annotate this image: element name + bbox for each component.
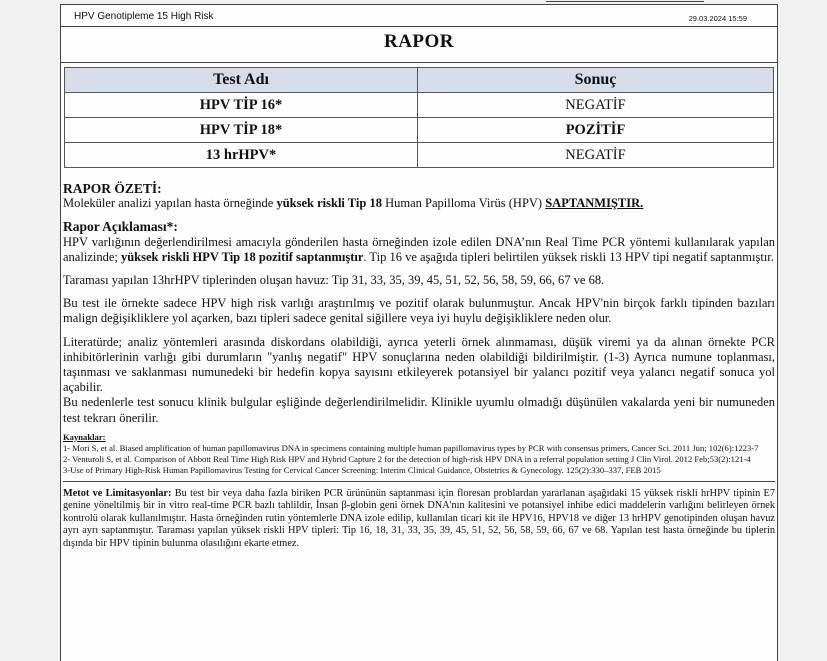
table-row	[65, 143, 774, 168]
method-section	[63, 488, 775, 551]
method-heading: Metot ve Limitasyonlar:	[63, 487, 172, 499]
column-header-test-name: Test Adı	[65, 68, 418, 93]
report-header-strip	[61, 5, 777, 27]
table-header-row	[65, 68, 774, 93]
table-row	[65, 93, 774, 118]
top-rule	[546, 1, 704, 2]
report-sheet	[60, 4, 778, 661]
explanation-paragraph: Bu test ile örnekte sadece HPV high risk varlığı araştırılmış ve pozitif olarak bulunmuştur. Ancak HPV'nin birçok farklı tipinden bazıları malign değişikliklere yol açarken, bazı tipleri sadece genital siğillere veya iyi huylu değişikliklere neden olur.	[63, 296, 775, 326]
method-text: Bu test bir veya daha fazla biriken PCR ürününün saptanması için floresan problardan yararlanan aşağıdaki 15 yüksek riskli hrHPV tipinin E7 genine yöneltilmiş bir in vitro real-time PCR bazlı tahlildir, İnsan β-globin geni örnek DNA'nın kalitesini ve potansiyel inhibe edici maddelerin varlığını belirleyen örnek kontrolü olarak kullanılmıştır. Hasta örneğinden rutin yöntemlerle DNA izole edilip, kullanılan ticari kit ile HPV16, HPV18 ve diğer 13 hrHPV genotipinden oluşan havuz ayrı ayrı saptanmıştır. Taraması yapılan yüksek riskli HPV tipleri: Tip 16, 18, 31, 33, 35, 39, 45, 51, 52, 56, 58, 59, 66, 67 ve 68. Yapılan test hasta örneğinde bu tiplerin dışında bir HPV tipinin bulunma olasılığını ekarte etmez.	[63, 487, 775, 550]
result-cell: POZİTİF	[418, 118, 774, 143]
test-title: HPV Genotipleme 15 High Risk	[74, 11, 214, 22]
test-name-cell: HPV TİP 18*	[65, 118, 418, 143]
summary-heading: RAPOR ÖZETİ:	[63, 181, 162, 196]
table-row	[65, 118, 774, 143]
test-name-cell: 13 hrHPV*	[65, 143, 418, 168]
reference-item: 2- Venturoli S, et al. Comparison of Abbott Real Time High Risk HPV and Hybrid Capture 2 for the detection of high-risk HPV DNA in a referral population setting J Clin Virol. 2012 Feb;53(2):121-4	[63, 454, 751, 465]
report-body	[63, 181, 775, 551]
column-header-result: Sonuç	[418, 68, 774, 93]
page-title: RAPOR	[383, 31, 455, 52]
result-cell: NEGATİF	[418, 143, 774, 168]
reference-item: 3-Use of Primary High-Risk Human Papillomavirus Testing for Cervical Cancer Screening: Interim Clinical Guidance, Obstetrics & Gynecology. 125(2):330–337, FEB 2015	[63, 465, 661, 476]
summary-text: Moleküler analizi yapılan hasta örneğinde yüksek riskli Tip 18 Human Papilloma Virüs (HPV) SAPTANMIŞTIR.	[63, 196, 644, 211]
result-cell: NEGATİF	[418, 93, 774, 118]
report-date: 29.03.2024 15:59	[688, 14, 747, 23]
explanation-paragraph: Literatürde; analiz yöntemleri arasında diskordans olabildiği, ayrıca yeterli örnek alınmaması, düşük viremi ya da alınan örnekte PCR inhibitörlerinin varlığı gibi durumların "yanlış negatif" HPV sonuçlarına neden olabildiği bildirilmiştir. (1-3) Ayrıca numune toplanması, taşınması ve saklanması numunedeki bir hedefin kopya sayısını etkileyerek potansiyel bir yalancı pozitif veya yalancı negatif sonuca yol açabilir.	[63, 334, 775, 395]
references-section	[63, 432, 775, 477]
reference-item: 1- Mori S, et al. Biased amplification of human papillomavirus DNA in specimens containing multiple human papillomavirus types by PCR with consensus primers, Cancer Sci. 2011 Jun; 102(6):1223-7	[63, 443, 759, 454]
results-table	[64, 67, 774, 168]
explanation-paragraph: HPV varlığının değerlendirilmesi amacıyla gönderilen hasta örneğinden izole edilen DNA’nın Real Time PCR yöntemi kullanılarak yapılan analizinde; yüksek riskli HPV Tip 18 pozitif saptanmıştır. Tip 16 ve aşağıda tipleri belirtilen yüksek riskli 13 HPV tipi negatif saptanmıştır.	[63, 234, 775, 264]
divider	[61, 62, 777, 63]
divider	[63, 481, 775, 482]
test-name-cell: HPV TİP 16*	[65, 93, 418, 118]
explanation-heading: Rapor Açıklaması*:	[63, 219, 178, 235]
references-heading: Kaynaklar:	[63, 431, 106, 442]
explanation-paragraph: Taraması yapılan 13hrHPV tiplerinden oluşan havuz: Tip 31, 33, 35, 39, 45, 51, 52, 56, 58, 59, 66, 67 ve 68.	[63, 273, 605, 288]
explanation-paragraph: Bu nedenlerle test sonucu klinik bulgular eşliğinde değerlendirilmelidir. Klinikle uyumlu olmadığı düşünülen vakalarda yeni bir numuneden test tekrarı önerilir.	[63, 395, 775, 425]
